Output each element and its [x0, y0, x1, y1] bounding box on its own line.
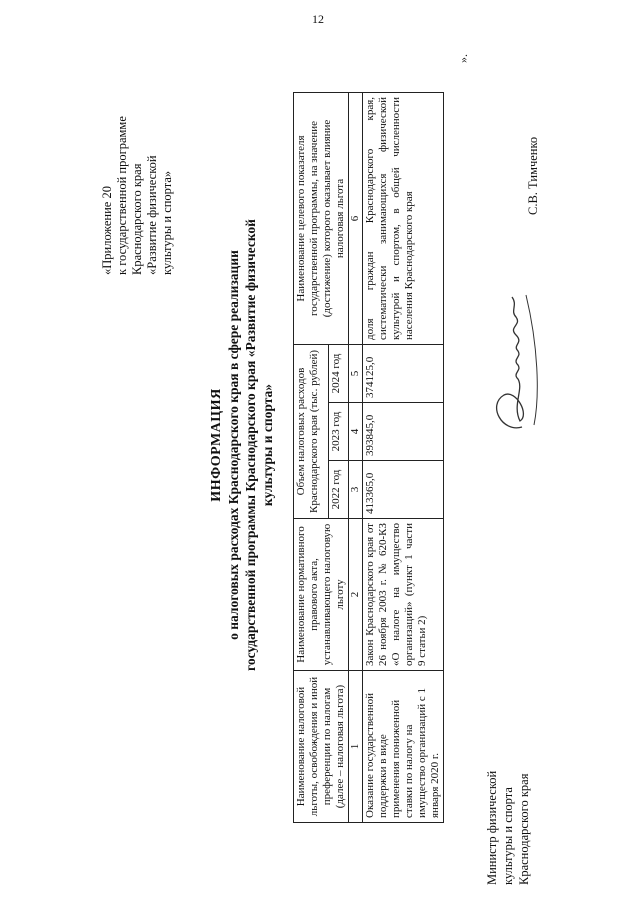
title-line: о налоговых расходах Краснодарского края в сфере реализации: [226, 250, 241, 640]
appendix-block: [100, 35, 175, 275]
column-number: 5: [349, 344, 363, 402]
title-line: культуры и спорта»: [260, 383, 275, 507]
header-legal-act: Наименование нормативного правового акта, устанавливающего налоговую льготу: [294, 519, 349, 671]
header-tax-benefit: Наименование налоговой льготы, освобождения и иной преференции по налогам (далее – налоговая льгота): [294, 671, 349, 823]
cell-value-2023: 393845,0: [363, 403, 444, 461]
signer-name: С.В. Тимченко: [526, 136, 540, 215]
cell-value-2022: 413365,0: [363, 461, 444, 519]
column-number: 1: [349, 671, 363, 823]
appendix-line: «Развитие физической: [145, 155, 159, 275]
column-number: 3: [349, 461, 363, 519]
appendix-line: Краснодарского края: [130, 163, 144, 275]
column-number: 2: [349, 519, 363, 671]
cell-legal-act: Закон Краснодарского края от 26 ноября 2003 г. № 620-КЗ «О налоге на имущество организаций» (пункт 1 части 9 статьи 2): [363, 519, 444, 671]
title-line: государственной программы Краснодарского края «Развитие физической: [243, 219, 258, 671]
title-heading: ИНФОРМАЦИЯ: [209, 388, 224, 502]
column-number: 4: [349, 403, 363, 461]
column-number: 6: [349, 92, 363, 344]
cell-target-indicator: доля граждан Краснодарского края, систематически занимающихся физической культурой и спортом, в общей численности населения Краснодарского края: [363, 92, 444, 344]
appendix-line: к государственной программе: [115, 116, 129, 275]
signer-position: [484, 771, 532, 885]
cell-value-2024: 374125,0: [363, 344, 444, 402]
header-year-2024: 2024 год: [329, 344, 349, 402]
appendix-line: культуры и спорта»: [160, 170, 174, 275]
column-number-row: [349, 92, 363, 822]
signer-position-line: культуры и спорта: [501, 787, 515, 885]
handwritten-signature-icon: [482, 285, 552, 435]
header-expenditure-volume: Объем налоговых расходов Краснодарского края (тыс. рублей): [294, 344, 329, 518]
table-row: [363, 92, 444, 822]
header-year-2022: 2022 год: [329, 461, 349, 519]
closing-quote: ».: [456, 54, 470, 63]
cell-tax-benefit: Оказание государственной поддержки в виде применения пониженной ставки по налогу на имущество организаций с 1 января 2020 г.: [363, 671, 444, 823]
signer-position-line: Министр физической: [485, 770, 499, 885]
tax-expenditure-table: [293, 92, 444, 823]
appendix-line: «Приложение 20: [100, 186, 114, 275]
header-year-2023: 2023 год: [329, 403, 349, 461]
document-title: [208, 155, 276, 735]
page-number: 12: [312, 12, 324, 26]
signer-position-line: Краснодарского края: [517, 773, 531, 885]
header-target-indicator: Наименование целевого показателя государственной программы, на значение (достижение) которого оказывает влияние налоговая льгота: [294, 92, 349, 344]
